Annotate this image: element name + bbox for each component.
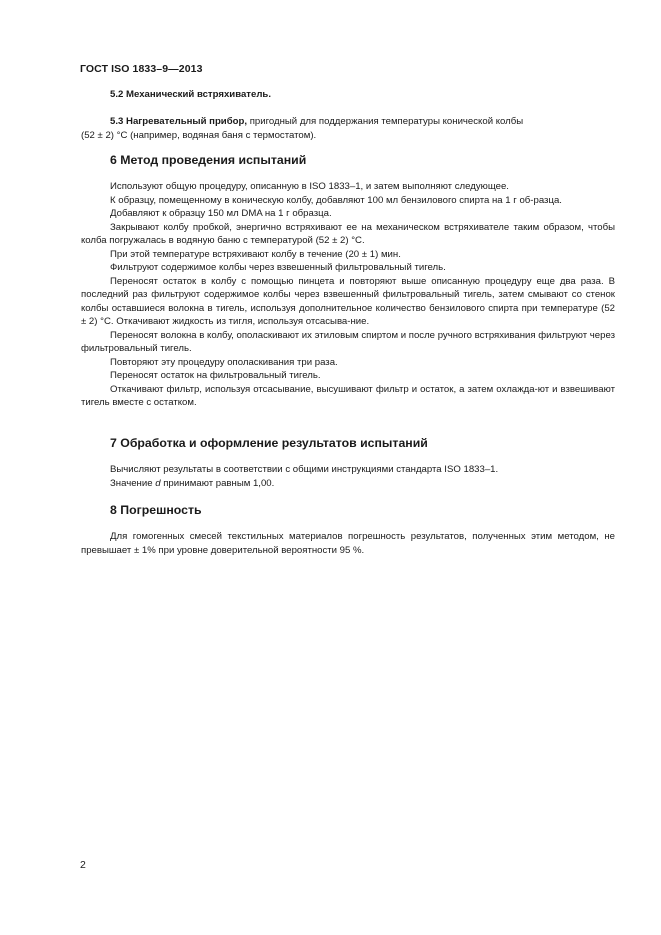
section-5-3-line2: (52 ± 2) °С (например, водяная баня с термостатом). [81, 129, 317, 141]
section-5-2-heading: 5.2 Механический встряхиватель. [110, 89, 271, 100]
section-7-text: принимают равным 1,00. [160, 477, 275, 489]
document-header: ГОСТ ISO 1833–9—2013 [80, 63, 203, 75]
section-6-paragraph: Добавляют к образцу 150 мл DMA на 1 г образца. [110, 208, 332, 219]
section-7-paragraph: Вычисляют результаты в соответствии с общими инструкциями стандарта ISO 1833–1. [110, 464, 499, 475]
section-5-2 [81, 88, 615, 102]
section-7-paragraph [81, 477, 615, 491]
section-5-3-number: 5.3 [110, 116, 124, 127]
section-6-paragraph: Переносят остаток в колбу с помощью пинцета и повторяют выше описанную процедуру еще два раза. В последний раз фильтруют содержимое колбы через взвешенный фильтровальный тигель, затем смывают со стенок колбы оставшиеся волокна в тигель, используя дополнительное количество бензилового спирта при температуре (52 ± 2) °С. Откачивают жидкость из тигля, используя отсасыва-ние. [81, 275, 615, 327]
section-6-paragraph: Переносят остаток на фильтровальный тигель. [110, 370, 321, 381]
section-6-body [81, 180, 615, 410]
section-7-heading: 7 Обработка и оформление результатов испытаний [110, 436, 428, 450]
section-7-text: Значение [110, 477, 156, 489]
section-5-3-text: пригодный для поддержания температуры конической колбы [249, 116, 524, 127]
section-6-paragraph: Закрывают колбу пробкой, энергично встряхивают ее на механическом встряхивателе таким образом, чтобы колба погружалась в водяную баню с температурой (52 ± 2) °С. [81, 221, 615, 246]
section-7-body [81, 463, 615, 490]
section-8-paragraph: Для гомогенных смесей текстильных материалов погрешность результатов, полученных этим методом, не превышает ± 1% при уровне доверительной вероятности 95 %. [81, 531, 615, 556]
section-6-paragraph: Откачивают фильтр, используя отсасывание, высушивают фильтр и остаток, а затем охлажда-ют и взвешивают тигель вместе с остатком. [81, 383, 615, 408]
page-number: 2 [80, 859, 86, 871]
section-6-paragraph: Фильтруют содержимое колбы через взвешенный фильтровальный тигель. [110, 262, 446, 273]
section-6-paragraph: Повторяют эту процедуру ополаскивания три раза. [110, 356, 338, 368]
section-6-heading: 6 Метод проведения испытаний [110, 153, 307, 167]
section-8-body [81, 530, 615, 557]
section-7-variable: d [155, 477, 161, 489]
section-6-paragraph: Переносят волокна в колбу, ополаскивают их этиловым спиртом и после ручного встряхивания фильтруют через фильтровальный тигель. [81, 329, 615, 354]
section-5-3-line1 [81, 115, 615, 129]
section-8-heading: 8 Погрешность [110, 503, 202, 517]
section-6-paragraph: Используют общую процедуру, описанную в ISO 1833–1, и затем выполняют следующее. [110, 181, 509, 192]
section-5-3 [81, 115, 615, 142]
section-5-3-term: Нагревательный прибор, [126, 116, 248, 127]
section-6-paragraph: При этой температуре встряхивают колбу в течение (20 ± 1) мин. [110, 248, 401, 260]
section-6-paragraph: К образцу, помещенному в коническую колбу, добавляют 100 мл бензилового спирта на 1 г об-разца. [110, 194, 562, 206]
